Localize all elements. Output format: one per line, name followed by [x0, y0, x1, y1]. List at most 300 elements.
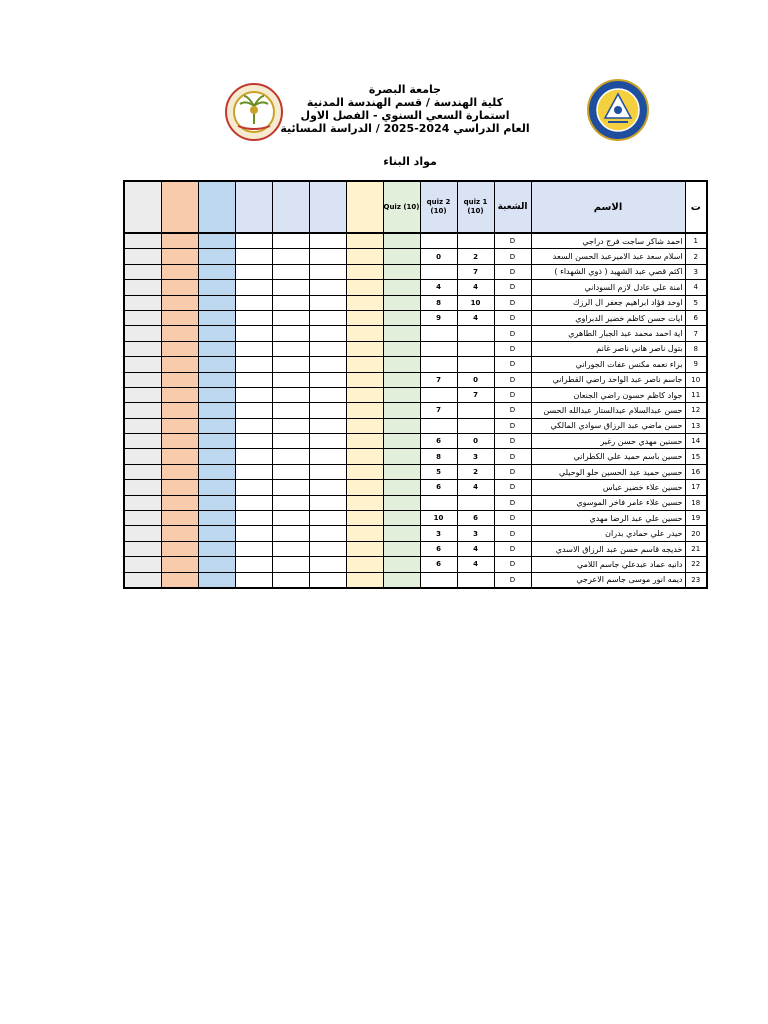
cell-grey — [124, 295, 161, 310]
cell-number: 15 — [685, 449, 707, 464]
document-header — [0, 0, 768, 150]
cell-peach — [161, 526, 198, 541]
cell-yellow — [346, 511, 383, 526]
cell-quiz — [383, 557, 420, 572]
cell-section: D — [494, 511, 531, 526]
table-row — [124, 387, 707, 402]
header-blank-yellow — [346, 181, 383, 233]
cell-quiz — [383, 249, 420, 264]
table-row — [124, 326, 707, 341]
table-row — [124, 464, 707, 479]
cell-student-name: حسن عبدالسلام عبدالستار عبدالله الحسن — [531, 403, 685, 418]
cell-blank-2 — [272, 572, 309, 588]
form-title: استمارة السعي السنوي - الفصل الاول — [300, 109, 510, 122]
cell-quiz — [383, 295, 420, 310]
cell-yellow — [346, 403, 383, 418]
cell-quiz — [383, 233, 420, 249]
cell-quiz — [383, 541, 420, 556]
cell-blank-1 — [235, 541, 272, 556]
cell-blank-1 — [235, 557, 272, 572]
cell-quiz2: 6 — [420, 480, 457, 495]
cell-section: D — [494, 449, 531, 464]
cell-number: 18 — [685, 495, 707, 510]
cell-student-name: احمد شاكر ساجت فرج دراجي — [531, 233, 685, 249]
cell-blue — [198, 572, 235, 588]
cell-blue — [198, 541, 235, 556]
cell-student-name: ايات حسن كاظم خضير الدبراوي — [531, 310, 685, 325]
cell-quiz — [383, 526, 420, 541]
header-number: ت — [685, 181, 707, 233]
cell-blue — [198, 480, 235, 495]
cell-student-name: اوحد فؤاد ابراهيم جعفر ال الرزك — [531, 295, 685, 310]
cell-yellow — [346, 434, 383, 449]
cell-quiz — [383, 480, 420, 495]
cell-student-name: حسين علي عبد الرضا مهدي — [531, 511, 685, 526]
cell-yellow — [346, 480, 383, 495]
cell-section: D — [494, 264, 531, 279]
cell-grey — [124, 326, 161, 341]
cell-blank-2 — [272, 541, 309, 556]
cell-number: 14 — [685, 434, 707, 449]
cell-blank-3 — [309, 372, 346, 387]
cell-quiz2 — [420, 233, 457, 249]
cell-student-name: دانيه عماد عبدعلي جاسم اللامي — [531, 557, 685, 572]
cell-peach — [161, 449, 198, 464]
cell-student-name: حسين علاء خضير عباس — [531, 480, 685, 495]
cell-blank-2 — [272, 495, 309, 510]
cell-blank-1 — [235, 387, 272, 402]
header-blank-light-blue-2 — [272, 181, 309, 233]
cell-blank-2 — [272, 357, 309, 372]
cell-quiz1 — [457, 418, 494, 433]
cell-student-name: حسن ماضي عبد الرزاق سوادي المالكي — [531, 418, 685, 433]
header-blank-blue — [198, 181, 235, 233]
cell-quiz2: 5 — [420, 464, 457, 479]
header-blank-light-blue-1 — [235, 181, 272, 233]
cell-number: 16 — [685, 464, 707, 479]
cell-student-name: جاسم ناصر عبد الواحد راضي القطراني — [531, 372, 685, 387]
cell-peach — [161, 572, 198, 588]
cell-section: D — [494, 557, 531, 572]
cell-grey — [124, 418, 161, 433]
cell-blank-1 — [235, 434, 272, 449]
cell-grey — [124, 495, 161, 510]
cell-yellow — [346, 249, 383, 264]
cell-quiz — [383, 387, 420, 402]
cell-yellow — [346, 418, 383, 433]
cell-number: 7 — [685, 326, 707, 341]
cell-blank-1 — [235, 280, 272, 295]
cell-blank-2 — [272, 511, 309, 526]
cell-blank-3 — [309, 403, 346, 418]
cell-blank-2 — [272, 526, 309, 541]
cell-blank-2 — [272, 326, 309, 341]
cell-section: D — [494, 541, 531, 556]
cell-student-name: براء نعمه مكنس عفات الجوراني — [531, 357, 685, 372]
table-row — [124, 572, 707, 588]
cell-blank-3 — [309, 526, 346, 541]
cell-peach — [161, 403, 198, 418]
cell-blank-3 — [309, 449, 346, 464]
cell-section: D — [494, 480, 531, 495]
header-quiz2: quiz 2 (10) — [420, 181, 457, 233]
cell-blank-3 — [309, 541, 346, 556]
cell-number: 1 — [685, 233, 707, 249]
cell-quiz1: 0 — [457, 372, 494, 387]
cell-quiz2 — [420, 418, 457, 433]
cell-blue — [198, 434, 235, 449]
cell-section: D — [494, 372, 531, 387]
cell-student-name: حسين حميد عبد الحسين حلو الوحيلي — [531, 464, 685, 479]
cell-section: D — [494, 357, 531, 372]
cell-quiz1 — [457, 341, 494, 356]
cell-quiz2 — [420, 357, 457, 372]
grades-table — [123, 180, 708, 589]
cell-number: 10 — [685, 372, 707, 387]
cell-quiz2: 6 — [420, 541, 457, 556]
cell-section: D — [494, 326, 531, 341]
cell-student-name: اية احمد محمد عبد الجبار الطاهري — [531, 326, 685, 341]
cell-grey — [124, 403, 161, 418]
cell-blue — [198, 249, 235, 264]
cell-blank-3 — [309, 418, 346, 433]
cell-quiz — [383, 449, 420, 464]
cell-student-name: بتول ناصر هاني ناصر غانم — [531, 341, 685, 356]
cell-quiz2: 8 — [420, 449, 457, 464]
college-department: كلية الهندسة / قسم الهندسة المدنية — [306, 96, 504, 109]
cell-blank-3 — [309, 572, 346, 588]
cell-student-name: جواد كاظم حسون راضي الجنعان — [531, 387, 685, 402]
cell-blank-3 — [309, 480, 346, 495]
cell-blank-2 — [272, 233, 309, 249]
cell-blank-2 — [272, 434, 309, 449]
cell-blank-3 — [309, 310, 346, 325]
cell-blank-3 — [309, 295, 346, 310]
cell-quiz — [383, 372, 420, 387]
cell-number: 11 — [685, 387, 707, 402]
header-blank-peach — [161, 181, 198, 233]
cell-blue — [198, 341, 235, 356]
cell-peach — [161, 341, 198, 356]
cell-section: D — [494, 418, 531, 433]
cell-quiz1: 4 — [457, 310, 494, 325]
cell-peach — [161, 249, 198, 264]
cell-blank-2 — [272, 249, 309, 264]
cell-yellow — [346, 233, 383, 249]
cell-blank-2 — [272, 264, 309, 279]
cell-quiz1: 4 — [457, 280, 494, 295]
cell-quiz2: 3 — [420, 526, 457, 541]
cell-peach — [161, 418, 198, 433]
cell-quiz1: 3 — [457, 526, 494, 541]
cell-quiz — [383, 326, 420, 341]
cell-quiz — [383, 572, 420, 588]
cell-quiz — [383, 418, 420, 433]
cell-blank-3 — [309, 280, 346, 295]
cell-quiz2 — [420, 264, 457, 279]
header-blank-grey — [124, 181, 161, 233]
table-row — [124, 495, 707, 510]
cell-quiz2: 8 — [420, 295, 457, 310]
cell-peach — [161, 511, 198, 526]
cell-quiz2 — [420, 341, 457, 356]
cell-blank-2 — [272, 449, 309, 464]
cell-quiz — [383, 264, 420, 279]
cell-number: 17 — [685, 480, 707, 495]
cell-quiz1: 0 — [457, 434, 494, 449]
cell-quiz2 — [420, 495, 457, 510]
cell-grey — [124, 434, 161, 449]
cell-yellow — [346, 295, 383, 310]
cell-blank-3 — [309, 387, 346, 402]
cell-number: 4 — [685, 280, 707, 295]
cell-peach — [161, 541, 198, 556]
cell-peach — [161, 357, 198, 372]
cell-blank-1 — [235, 310, 272, 325]
header-section: الشعبة — [494, 181, 531, 233]
header-text — [270, 83, 540, 135]
cell-blue — [198, 449, 235, 464]
cell-blank-3 — [309, 249, 346, 264]
cell-blank-2 — [272, 480, 309, 495]
cell-number: 19 — [685, 511, 707, 526]
cell-peach — [161, 372, 198, 387]
cell-peach — [161, 464, 198, 479]
cell-grey — [124, 449, 161, 464]
cell-grey — [124, 511, 161, 526]
cell-peach — [161, 264, 198, 279]
cell-grey — [124, 372, 161, 387]
cell-blue — [198, 387, 235, 402]
cell-blank-2 — [272, 403, 309, 418]
cell-section: D — [494, 295, 531, 310]
cell-student-name: حيدر علي حمادي بدران — [531, 526, 685, 541]
cell-grey — [124, 572, 161, 588]
table-row — [124, 264, 707, 279]
cell-blank-1 — [235, 495, 272, 510]
cell-blue — [198, 495, 235, 510]
table-header-row — [124, 181, 707, 233]
cell-blank-2 — [272, 341, 309, 356]
cell-quiz2: 6 — [420, 557, 457, 572]
cell-blue — [198, 403, 235, 418]
cell-peach — [161, 557, 198, 572]
cell-quiz1: 2 — [457, 464, 494, 479]
cell-yellow — [346, 341, 383, 356]
cell-quiz — [383, 511, 420, 526]
cell-grey — [124, 341, 161, 356]
cell-student-name: اكثم قصي عبد الشهيد ( ذوي الشهداء ) — [531, 264, 685, 279]
cell-blank-3 — [309, 341, 346, 356]
cell-blank-1 — [235, 249, 272, 264]
cell-blue — [198, 295, 235, 310]
cell-section: D — [494, 249, 531, 264]
cell-blank-2 — [272, 280, 309, 295]
cell-peach — [161, 480, 198, 495]
cell-blank-1 — [235, 341, 272, 356]
university-name: جامعة البصرة — [368, 83, 442, 96]
cell-yellow — [346, 495, 383, 510]
cell-quiz — [383, 357, 420, 372]
cell-peach — [161, 434, 198, 449]
cell-yellow — [346, 264, 383, 279]
cell-section: D — [494, 464, 531, 479]
cell-grey — [124, 280, 161, 295]
cell-blank-2 — [272, 557, 309, 572]
cell-quiz1: 6 — [457, 511, 494, 526]
cell-blue — [198, 310, 235, 325]
cell-blank-3 — [309, 434, 346, 449]
cell-student-name: حسين علاء عامر فاخر الموسوي — [531, 495, 685, 510]
cell-blue — [198, 233, 235, 249]
cell-blank-2 — [272, 295, 309, 310]
cell-grey — [124, 480, 161, 495]
cell-section: D — [494, 233, 531, 249]
cell-blank-1 — [235, 480, 272, 495]
cell-blank-1 — [235, 511, 272, 526]
cell-number: 22 — [685, 557, 707, 572]
cell-blank-1 — [235, 233, 272, 249]
cell-number: 20 — [685, 526, 707, 541]
cell-quiz — [383, 495, 420, 510]
cell-quiz1: 4 — [457, 480, 494, 495]
cell-yellow — [346, 387, 383, 402]
table-row — [124, 249, 707, 264]
cell-quiz — [383, 341, 420, 356]
cell-student-name: ديمه انور موسى جاسم الاعرجي — [531, 572, 685, 588]
cell-grey — [124, 310, 161, 325]
cell-quiz2: 10 — [420, 511, 457, 526]
academic-year: العام الدراسي 2024-2025 / الدراسة المسائية — [280, 122, 530, 135]
table-row — [124, 511, 707, 526]
table-row — [124, 295, 707, 310]
cell-quiz — [383, 310, 420, 325]
cell-blue — [198, 511, 235, 526]
cell-blank-2 — [272, 387, 309, 402]
cell-blank-3 — [309, 264, 346, 279]
cell-student-name: حسنين مهدي حسن رغير — [531, 434, 685, 449]
header-quiz: Quiz (10) — [383, 181, 420, 233]
cell-grey — [124, 264, 161, 279]
cell-blank-2 — [272, 464, 309, 479]
cell-quiz2 — [420, 387, 457, 402]
cell-blank-1 — [235, 326, 272, 341]
cell-grey — [124, 464, 161, 479]
cell-peach — [161, 310, 198, 325]
cell-quiz1: 3 — [457, 449, 494, 464]
cell-grey — [124, 233, 161, 249]
cell-blank-3 — [309, 326, 346, 341]
cell-number: 5 — [685, 295, 707, 310]
table-row — [124, 557, 707, 572]
cell-grey — [124, 357, 161, 372]
table-row — [124, 310, 707, 325]
cell-peach — [161, 387, 198, 402]
cell-yellow — [346, 526, 383, 541]
cell-grey — [124, 387, 161, 402]
cell-blue — [198, 464, 235, 479]
cell-quiz1: 4 — [457, 557, 494, 572]
cell-peach — [161, 326, 198, 341]
cell-quiz1 — [457, 233, 494, 249]
table-row — [124, 480, 707, 495]
cell-yellow — [346, 464, 383, 479]
cell-blue — [198, 357, 235, 372]
cell-blank-1 — [235, 572, 272, 588]
cell-blank-3 — [309, 233, 346, 249]
cell-blue — [198, 418, 235, 433]
table-row — [124, 541, 707, 556]
cell-quiz — [383, 464, 420, 479]
cell-blank-1 — [235, 264, 272, 279]
header-blank-light-blue-3 — [309, 181, 346, 233]
cell-blank-3 — [309, 557, 346, 572]
cell-student-name: امنة علي عادل لازم السوداني — [531, 280, 685, 295]
cell-quiz2: 6 — [420, 434, 457, 449]
cell-number: 6 — [685, 310, 707, 325]
cell-student-name: خديجه قاسم حسن عبد الرزاق الاسدي — [531, 541, 685, 556]
cell-number: 21 — [685, 541, 707, 556]
cell-number: 12 — [685, 403, 707, 418]
table-row — [124, 233, 707, 249]
cell-quiz1 — [457, 572, 494, 588]
cell-quiz1 — [457, 357, 494, 372]
university-of-basrah-logo-icon — [586, 78, 650, 142]
table-row — [124, 280, 707, 295]
cell-blank-1 — [235, 403, 272, 418]
cell-section: D — [494, 495, 531, 510]
cell-blank-1 — [235, 418, 272, 433]
cell-quiz2: 4 — [420, 280, 457, 295]
cell-blank-2 — [272, 418, 309, 433]
cell-section: D — [494, 280, 531, 295]
cell-blank-1 — [235, 372, 272, 387]
cell-blank-1 — [235, 357, 272, 372]
cell-quiz1: 2 — [457, 249, 494, 264]
cell-quiz2: 7 — [420, 372, 457, 387]
cell-grey — [124, 249, 161, 264]
cell-quiz — [383, 434, 420, 449]
cell-section: D — [494, 434, 531, 449]
cell-quiz1: 10 — [457, 295, 494, 310]
header-name: الاسم — [531, 181, 685, 233]
cell-number: 8 — [685, 341, 707, 356]
header-quiz1: quiz 1 (10) — [457, 181, 494, 233]
cell-yellow — [346, 449, 383, 464]
cell-quiz1: 7 — [457, 264, 494, 279]
table-row — [124, 418, 707, 433]
cell-blue — [198, 526, 235, 541]
cell-yellow — [346, 280, 383, 295]
table-row — [124, 372, 707, 387]
cell-yellow — [346, 572, 383, 588]
cell-peach — [161, 280, 198, 295]
table-row — [124, 449, 707, 464]
cell-blue — [198, 557, 235, 572]
cell-student-name: اسلام سعد عبد الاميرعبد الحسن السعد — [531, 249, 685, 264]
cell-section: D — [494, 341, 531, 356]
cell-blank-2 — [272, 372, 309, 387]
cell-quiz1 — [457, 326, 494, 341]
cell-blue — [198, 372, 235, 387]
cell-quiz2: 0 — [420, 249, 457, 264]
cell-blank-3 — [309, 357, 346, 372]
cell-blue — [198, 280, 235, 295]
cell-section: D — [494, 572, 531, 588]
cell-blank-1 — [235, 449, 272, 464]
table-row — [124, 526, 707, 541]
cell-grey — [124, 541, 161, 556]
